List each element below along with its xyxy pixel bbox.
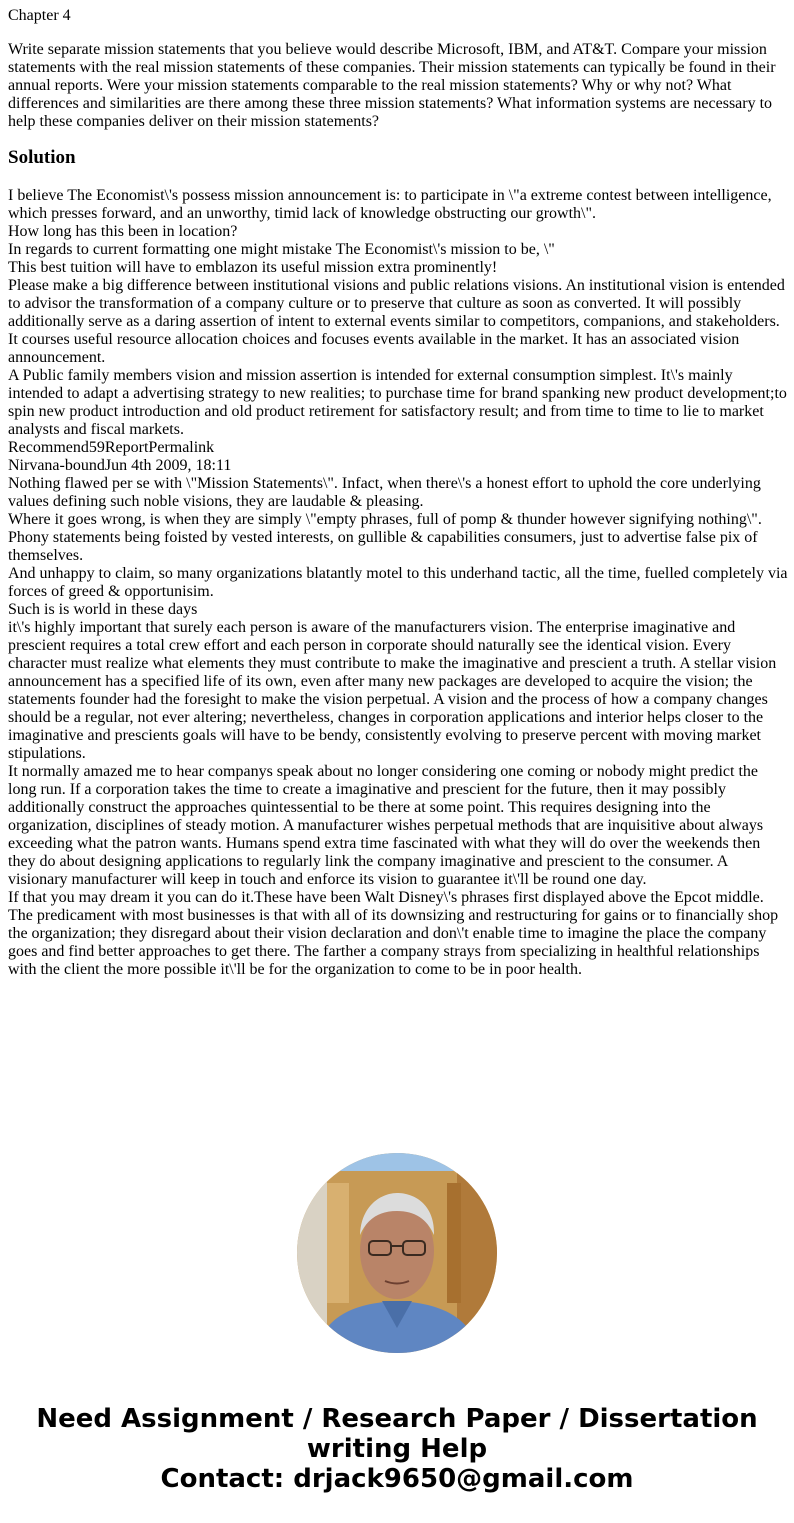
answer-line: It normally amazed me to hear companys speak about no longer considering one coming or nobody might predict the long run. If a corporation takes the time to create a imaginative and prescient for the future, then it may possibly additionally construct the approaches quintessential to be there at some point. This requires designing into the organization, disciplines of steady motion. A manufacturer wishes perpetual methods that are inquisitive about always exceeding what the patron wants. Humans spend extra time fascinated with what they will do over the weekends then they do about designing applications to regularly link the company imaginative and prescient to the consumer. A visionary manufacturer will keep in touch and enforce its vision to guarantee it\'ll be round one day. [8, 763, 764, 888]
author-avatar [297, 1153, 497, 1353]
contact-email: Contact: drjack9650@gmail.com [160, 1464, 634, 1494]
promo-line: Need Assignment / Research Paper / Dissertation [36, 1404, 758, 1434]
answer-body [8, 187, 788, 979]
answer-line: How long has this been in location? [8, 223, 238, 240]
chapter-heading: Chapter 4 [8, 7, 71, 24]
question-text: Write separate mission statements that you believe would describe Microsoft, IBM, and AT&T. Compare your mission statements with the real mission statements of these companies. Their mission statements can typically be found in their annual reports. Were your mission statements comparable to the real mission statements? Why or why not? What differences and similarities are there among these three mission statements? What information systems are necessary to help these companies deliver on their mission statements? [8, 41, 776, 130]
answer-line: And unhappy to claim, so many organizations blatantly motel to this underhand tactic, all the time, fuelled completely via forces of greed & opportunisim. [8, 565, 788, 600]
answer-line: Nothing flawed per se with \"Mission Statements\". Infact, when there\'s a honest effort to uphold the core underlying values defining such noble visions, they are laudable & pleasing. [8, 475, 761, 510]
solution-heading: Solution [8, 147, 76, 168]
answer-line: This best tuition will have to emblazon its useful mission extra prominently! [8, 259, 498, 276]
answer-line: A Public family members vision and mission assertion is intended for external consumption simplest. It\'s mainly intended to adapt a advertising strategy to new realities; to purchase time for brand spanking new product development;to spin new product introduction and old product retirement for satisfactory result; and from time to time to lie to market analysts and fiscal markets. [8, 367, 787, 438]
document-body [8, 7, 788, 979]
answer-line: it\'s highly important that surely each person is aware of the manufacturers vision. The enterprise imaginative and prescient requires a total crew effort and each person in corporate should naturally see the identical vision. Every character must realize what elements they must contribute to make the imaginative and prescient a truth. A stellar vision announcement has a specified life of its own, even after many new packages are developed to acquire the vision; the statements founder had the foresight to make the vision perpetual. A vision and the process of how a company changes should be a regular, not ever altering; nevertheless, changes in corporation applications and interior helps closer to the imaginative and prescients goals will have to be bendy, consistently evolving to preserve percent with moving market stipulations. [8, 619, 777, 762]
answer-line: Nirvana-boundJun 4th 2009, 18:11 [8, 457, 232, 474]
answer-line: If that you may dream it you can do it.These have been Walt Disney\'s phrases first displayed above the Epcot middle. The predicament with most businesses is that with all of its downsizing and restructuring for gains or to financially shop the organization; they disregard about their vision declaration and don\'t enable time to imagine the place the company goes and find better approaches to get there. The farther a company strays from specializing in healthful relationships with the client the more possible it\'ll be for the organization to come to be in poor health. [8, 889, 779, 978]
answer-line: Such is is world in these days [8, 601, 198, 618]
answer-line: Where it goes wrong, is when they are simply \"empty phrases, full of pomp & thunder however signifying nothing\". Phony statements being foisted by vested interests, on gullible & capabilities consumers, just to advertise false pix of themselves. [8, 511, 762, 564]
person-photo-icon [297, 1153, 497, 1353]
answer-line: Recommend59ReportPermalink [8, 439, 215, 456]
answer-line: I believe The Economist\'s possess mission announcement is: to participate in \"a extreme contest between intelligence, which presses forward, and an unworthy, timid lack of knowledge obstructing our growth\". [8, 187, 772, 222]
promo-footer [0, 1404, 794, 1494]
answer-line: Please make a big difference between institutional visions and public relations visions. An institutional vision is entended to advisor the transformation of a company culture or to preserve that culture as soon as converted. It will possibly additionally serve as a daring assertion of intent to external events similar to competitors, companions, and stakeholders. It courses useful resource allocation choices and focuses events available in the market. It has an associated vision announcement. [8, 277, 785, 366]
answer-line: In regards to current formatting one might mistake The Economist\'s mission to be, \" [8, 241, 555, 258]
promo-line: writing Help [306, 1434, 488, 1464]
